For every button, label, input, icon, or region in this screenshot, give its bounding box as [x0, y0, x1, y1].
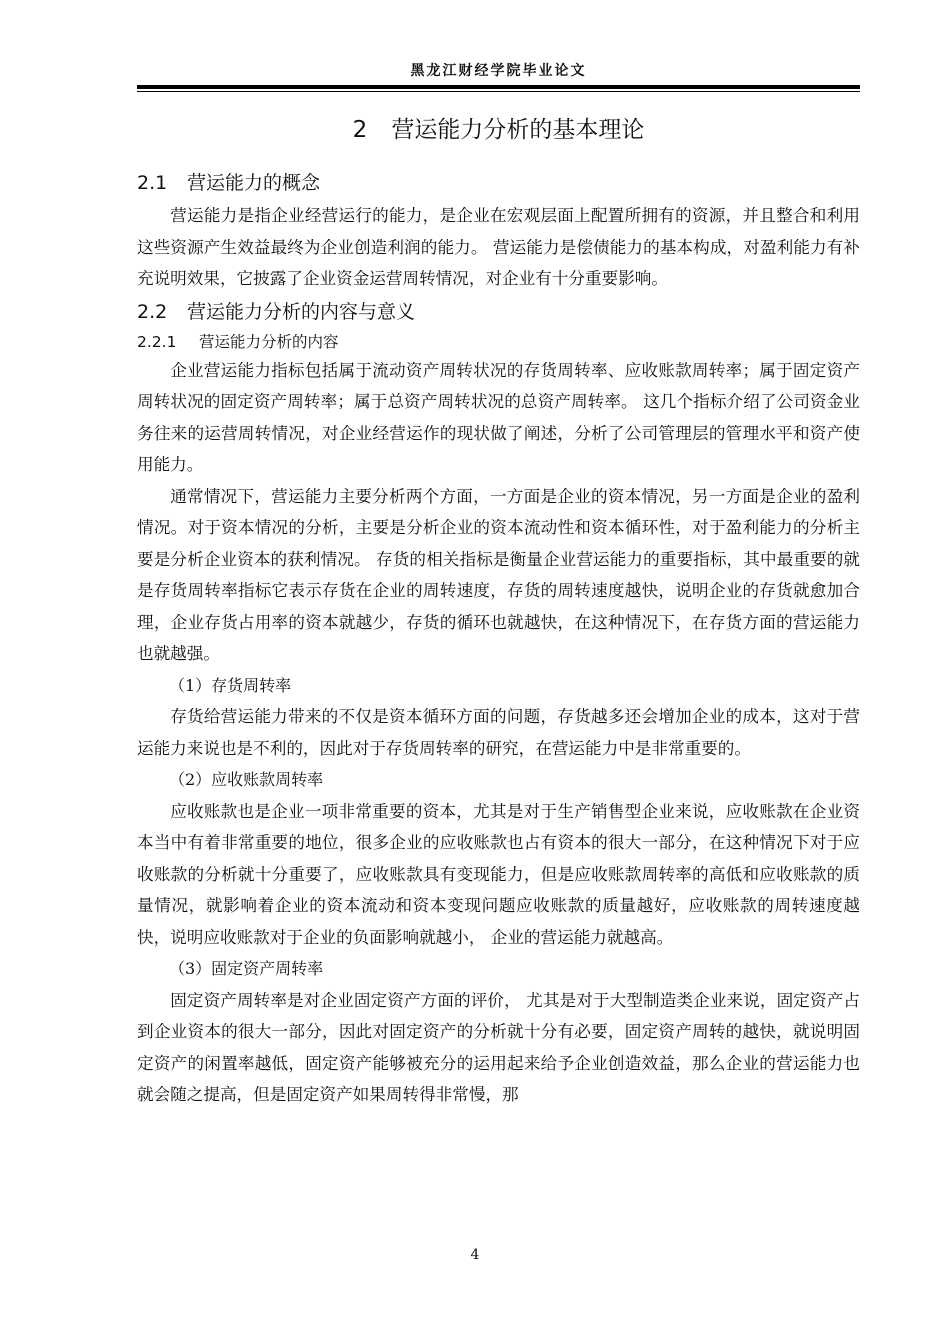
- chapter-number: 2: [352, 117, 368, 143]
- section-title: 营运能力的概念: [187, 172, 321, 194]
- paragraph: 企业营运能力指标包括属于流动资产周转状况的存货周转率、应收账款周转率；属于固定资产周转状况的固定资产周转率；属于总资产周转状况的总资产周转率。 这几个指标介绍了公司资金业务往来的运营周转情况，对企业经营运作的现状做了阐述，分析了公司管理层的管理水平和资产使用能力。: [137, 360, 860, 474]
- chapter-title: 营运能力分析的基本理论: [391, 117, 645, 143]
- section-heading-2-1: [137, 166, 860, 200]
- section-number: 2.1: [137, 172, 168, 194]
- list-item-heading: （1）存货周转率: [169, 675, 292, 695]
- paragraph: 应收账款也是企业一项非常重要的资本，尤其是对于生产销售型企业来说，应收账款在企业资本当中有着非常重要的地位，很多企业的应收账款也占有资本的很大一部分，在这种情况下对于应收账款的分析就十分重要了，应收账款具有变现能力，但是应收账款周转率的高低和应收账款的质量情况，就影响着企业的资本流动和资本变现问题应收账款的质量越好，应收账款的周转速度越快，说明应收账款对于企业的负面影响就越小， 企业的营运能力就越高。: [137, 801, 860, 947]
- list-item-heading: （3）固定资产周转率: [169, 959, 324, 978]
- page-number: 4: [470, 1247, 480, 1263]
- subsection-number: 2.2.1: [137, 332, 177, 351]
- section-number: 2.2: [137, 300, 168, 323]
- page-body: [137, 110, 860, 1111]
- header-rule-thin: [137, 91, 860, 92]
- paragraph: 存货给营运能力带来的不仅是资本循环方面的问题，存货越多还会增加企业的成本，这对于营运能力来说也是不利的，因此对于存货周转率的研究，在营运能力中是非常重要的。: [137, 707, 860, 758]
- header-rule-thick: [137, 85, 860, 89]
- running-header: 黑龙江财经学院毕业论文: [410, 63, 587, 79]
- list-item-heading: （2）应收账款周转率: [169, 770, 324, 789]
- paragraph: 固定资产周转率是对企业固定资产方面的评价， 尤其是对于大型制造类企业来说，固定资产占到企业资本的很大一部分，因此对固定资产的分析就十分有必要，固定资产周转的越快，就说明固定资产的闲置率越低，固定资产能够被充分的运用起来给予企业创造效益，那么企业的营运能力也就会随之提高，但是固定资产如果周转得非常慢，那: [137, 990, 860, 1104]
- subsection-heading-2-2-1: [137, 329, 860, 355]
- subsection-title: 营运能力分析的内容: [199, 332, 339, 351]
- paragraph: 营运能力是指企业经营运行的能力，是企业在宏观层面上配置所拥有的资源，并且整合和利用这些资源产生效益最终为企业创造利润的能力。 营运能力是偿债能力的基本构成，对盈利能力有补充说明效果，它披露了企业资金运营周转情况，对企业有十分重要影响。: [137, 206, 860, 288]
- section-heading-2-2: [137, 295, 860, 329]
- section-title: 营运能力分析的内容与意义: [187, 300, 416, 323]
- chapter-heading: [137, 110, 860, 150]
- paragraph: 通常情况下，营运能力主要分析两个方面，一方面是企业的资本情况，另一方面是企业的盈利情况。对于资本情况的分析，主要是分析企业的资本流动性和资本循环性，对于盈利能力的分析主要是分析企业资本的获利情况。 存货的相关指标是衡量企业营运能力的重要指标，其中最重要的就是存货周转率指标它表示存货在企业的周转速度，存货的周转速度越快，说明企业的存货就愈加合理，企业存货占用率的资本就越少，存货的循环也就越快，在这种情况下，在存货方面的营运能力也就越强。: [137, 486, 860, 663]
